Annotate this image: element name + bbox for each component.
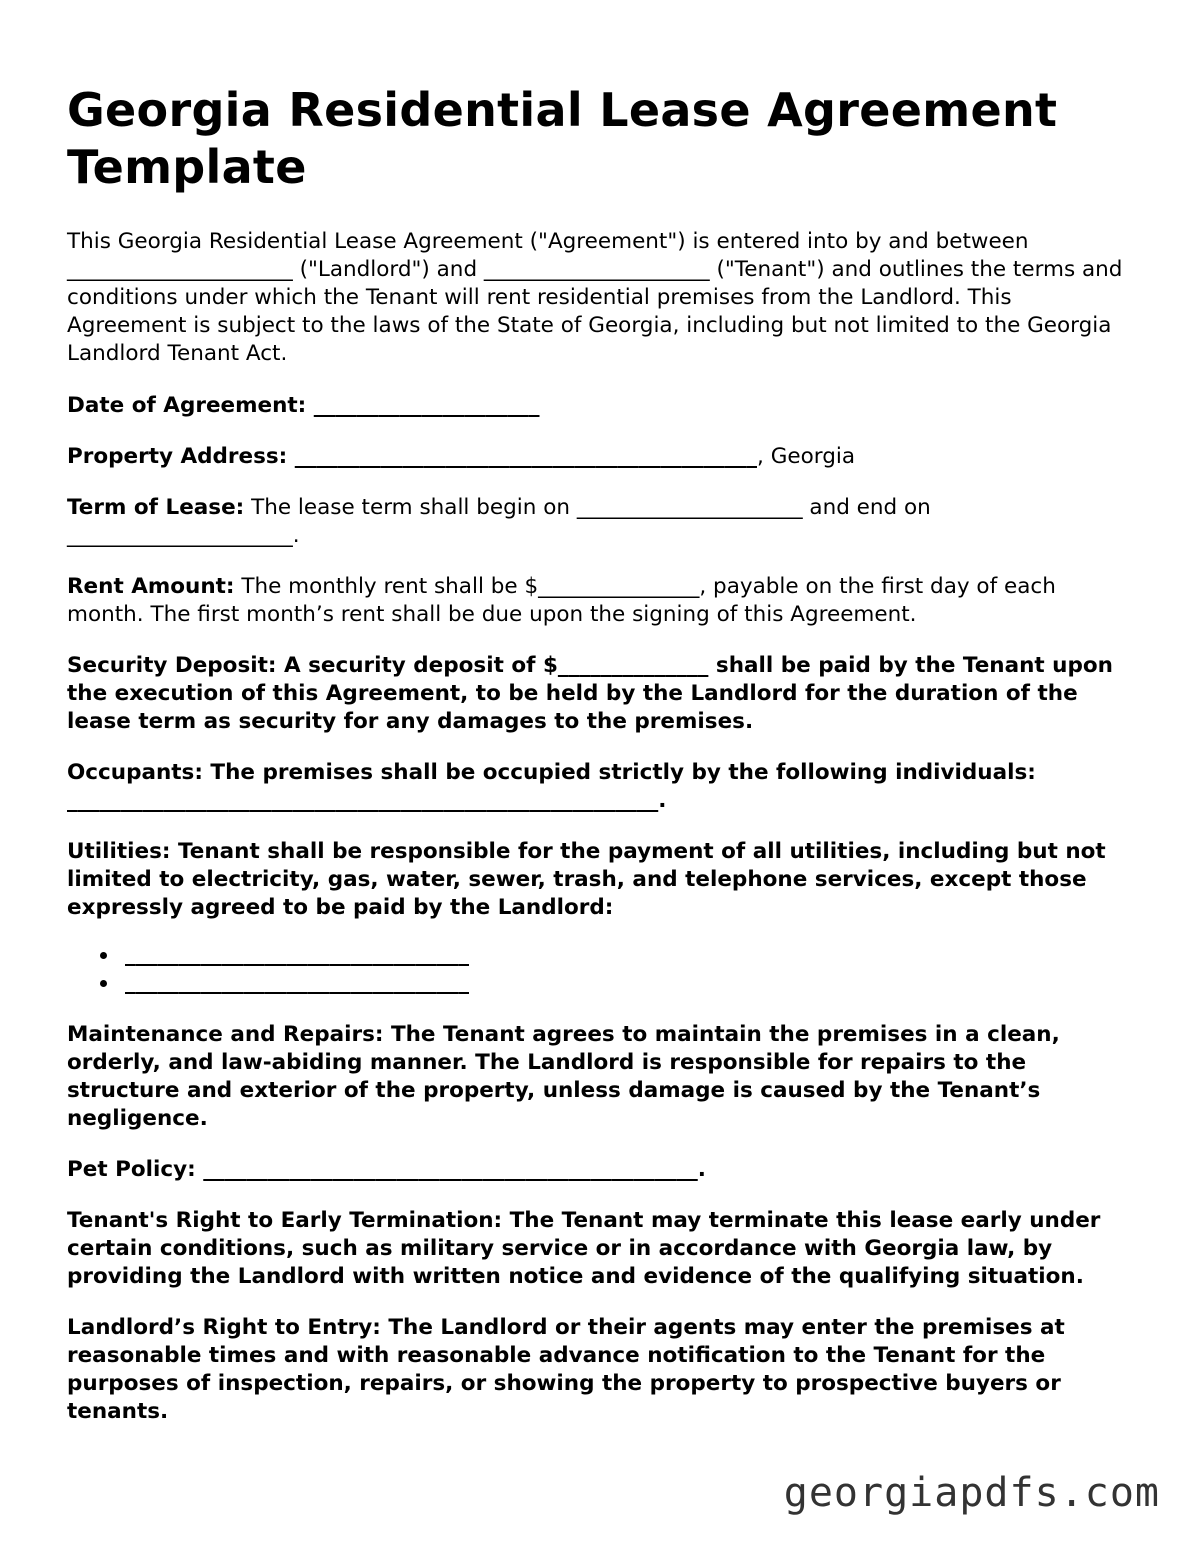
occupants-text-a: Occupants: The premises shall be occupied strictly by the following individuals: [67, 760, 1036, 785]
utilities-paragraph: Utilities: Tenant shall be responsible for the payment of all utilities, including but not limited to electricity, gas, water, sewer, trash, and telephone services, except those expressly agreed to be paid by the Landlord: [67, 839, 1106, 920]
right-to-entry-paragraph: Landlord’s Right to Entry: The Landlord or their agents may enter the premises at reasonable times and with reasonable advance notification to the Tenant for the purposes of inspection, repairs, or showing the property to prospective buyers or tenants. [67, 1315, 1065, 1424]
lease-end-blank: _____________________ [67, 523, 293, 548]
maintenance-paragraph: Maintenance and Repairs: The Tenant agrees to maintain the premises in a clean, orderly, and law-abiding manner. The Landlord is responsible for repairs to the structure and exterior of the property, unless damage is caused by the Tenant’s negligence. [67, 1022, 1060, 1131]
property-address-blank: ___________________________________________ [287, 444, 758, 469]
term-of-lease-text-b: and end on [802, 495, 931, 520]
landlord-name-blank: _____________________ [67, 257, 293, 282]
rent-amount-text-a: The monthly rent shall be $ [234, 574, 539, 599]
rent-amount-blank: _______________ [538, 574, 700, 599]
site-watermark: georgiapdfs.com [783, 1470, 1160, 1516]
property-address-label: Property Address: [67, 444, 288, 469]
intro-text-c: ("Tenant") and outlines the terms and conditions under which the Tenant will rent residential premises from the Landlord. This Agreement is subject to the laws of the State of Georgia, including but not limited to the Georgia Landlord Tenant Act. [67, 257, 1123, 366]
intro-paragraph [67, 228, 1137, 368]
date-of-agreement-line [67, 392, 1137, 420]
utilities-list [67, 941, 1137, 997]
pet-policy-line [67, 1156, 1137, 1184]
security-deposit-text-a: Security Deposit: A security deposit of $ [67, 653, 558, 678]
intro-text-a: This Georgia Residential Lease Agreement ("Agreement") is entered into by and between [67, 229, 1029, 254]
pet-policy-period: . [697, 1157, 706, 1182]
intro-text-b: ("Landlord") and [292, 257, 484, 282]
rent-amount-text-b: , payable on the first day of each month. The first month’s rent shall be due upon the signing of this Agreement. [67, 574, 1056, 627]
occupants-paragraph [67, 759, 1137, 815]
date-of-agreement-blank: _____________________ [306, 393, 540, 418]
pet-policy-label: Pet Policy: [67, 1157, 204, 1182]
early-termination-paragraph: Tenant's Right to Early Termination: The Tenant may terminate this lease early under certain conditions, such as military service or in accordance with Georgia law, by providing the Landlord with written notice and evidence of the qualifying situation. [67, 1208, 1101, 1289]
date-of-agreement-label: Date of Agreement: [67, 393, 307, 418]
utility-blank: ________________________________ [125, 942, 469, 967]
utility-blank: ________________________________ [125, 970, 469, 995]
occupants-blank: _______________________________________________________ [67, 788, 659, 813]
property-address-suffix: , Georgia [757, 444, 855, 469]
utilities-list-item [97, 969, 1137, 997]
term-of-lease-label: Term of Lease: [67, 495, 245, 520]
rent-amount-paragraph [67, 573, 1137, 629]
term-of-lease-text-c: . [292, 523, 300, 548]
pet-policy-blank: ______________________________________________ [203, 1157, 698, 1182]
security-deposit-text-b: shall be paid by the Tenant upon the execution of this Agreement, to be held by the Landlord for the duration of the lease term as security for any damages to the premises. [67, 653, 1113, 734]
document-page [67, 82, 1137, 1449]
security-deposit-paragraph [67, 652, 1137, 736]
tenant-name-blank: _____________________ [483, 257, 710, 282]
rent-amount-label: Rent Amount: [67, 574, 235, 599]
term-of-lease-text-a: The lease term shall begin on [244, 495, 577, 520]
occupants-text-b: . [658, 788, 667, 813]
security-deposit-blank: ______________ [557, 653, 709, 678]
document-title: Georgia Residential Lease Agreement Template [67, 83, 1058, 194]
utilities-list-item [97, 941, 1137, 969]
property-address-line [67, 443, 1137, 471]
lease-start-blank: _____________________ [576, 495, 803, 520]
term-of-lease-paragraph [67, 494, 1137, 550]
